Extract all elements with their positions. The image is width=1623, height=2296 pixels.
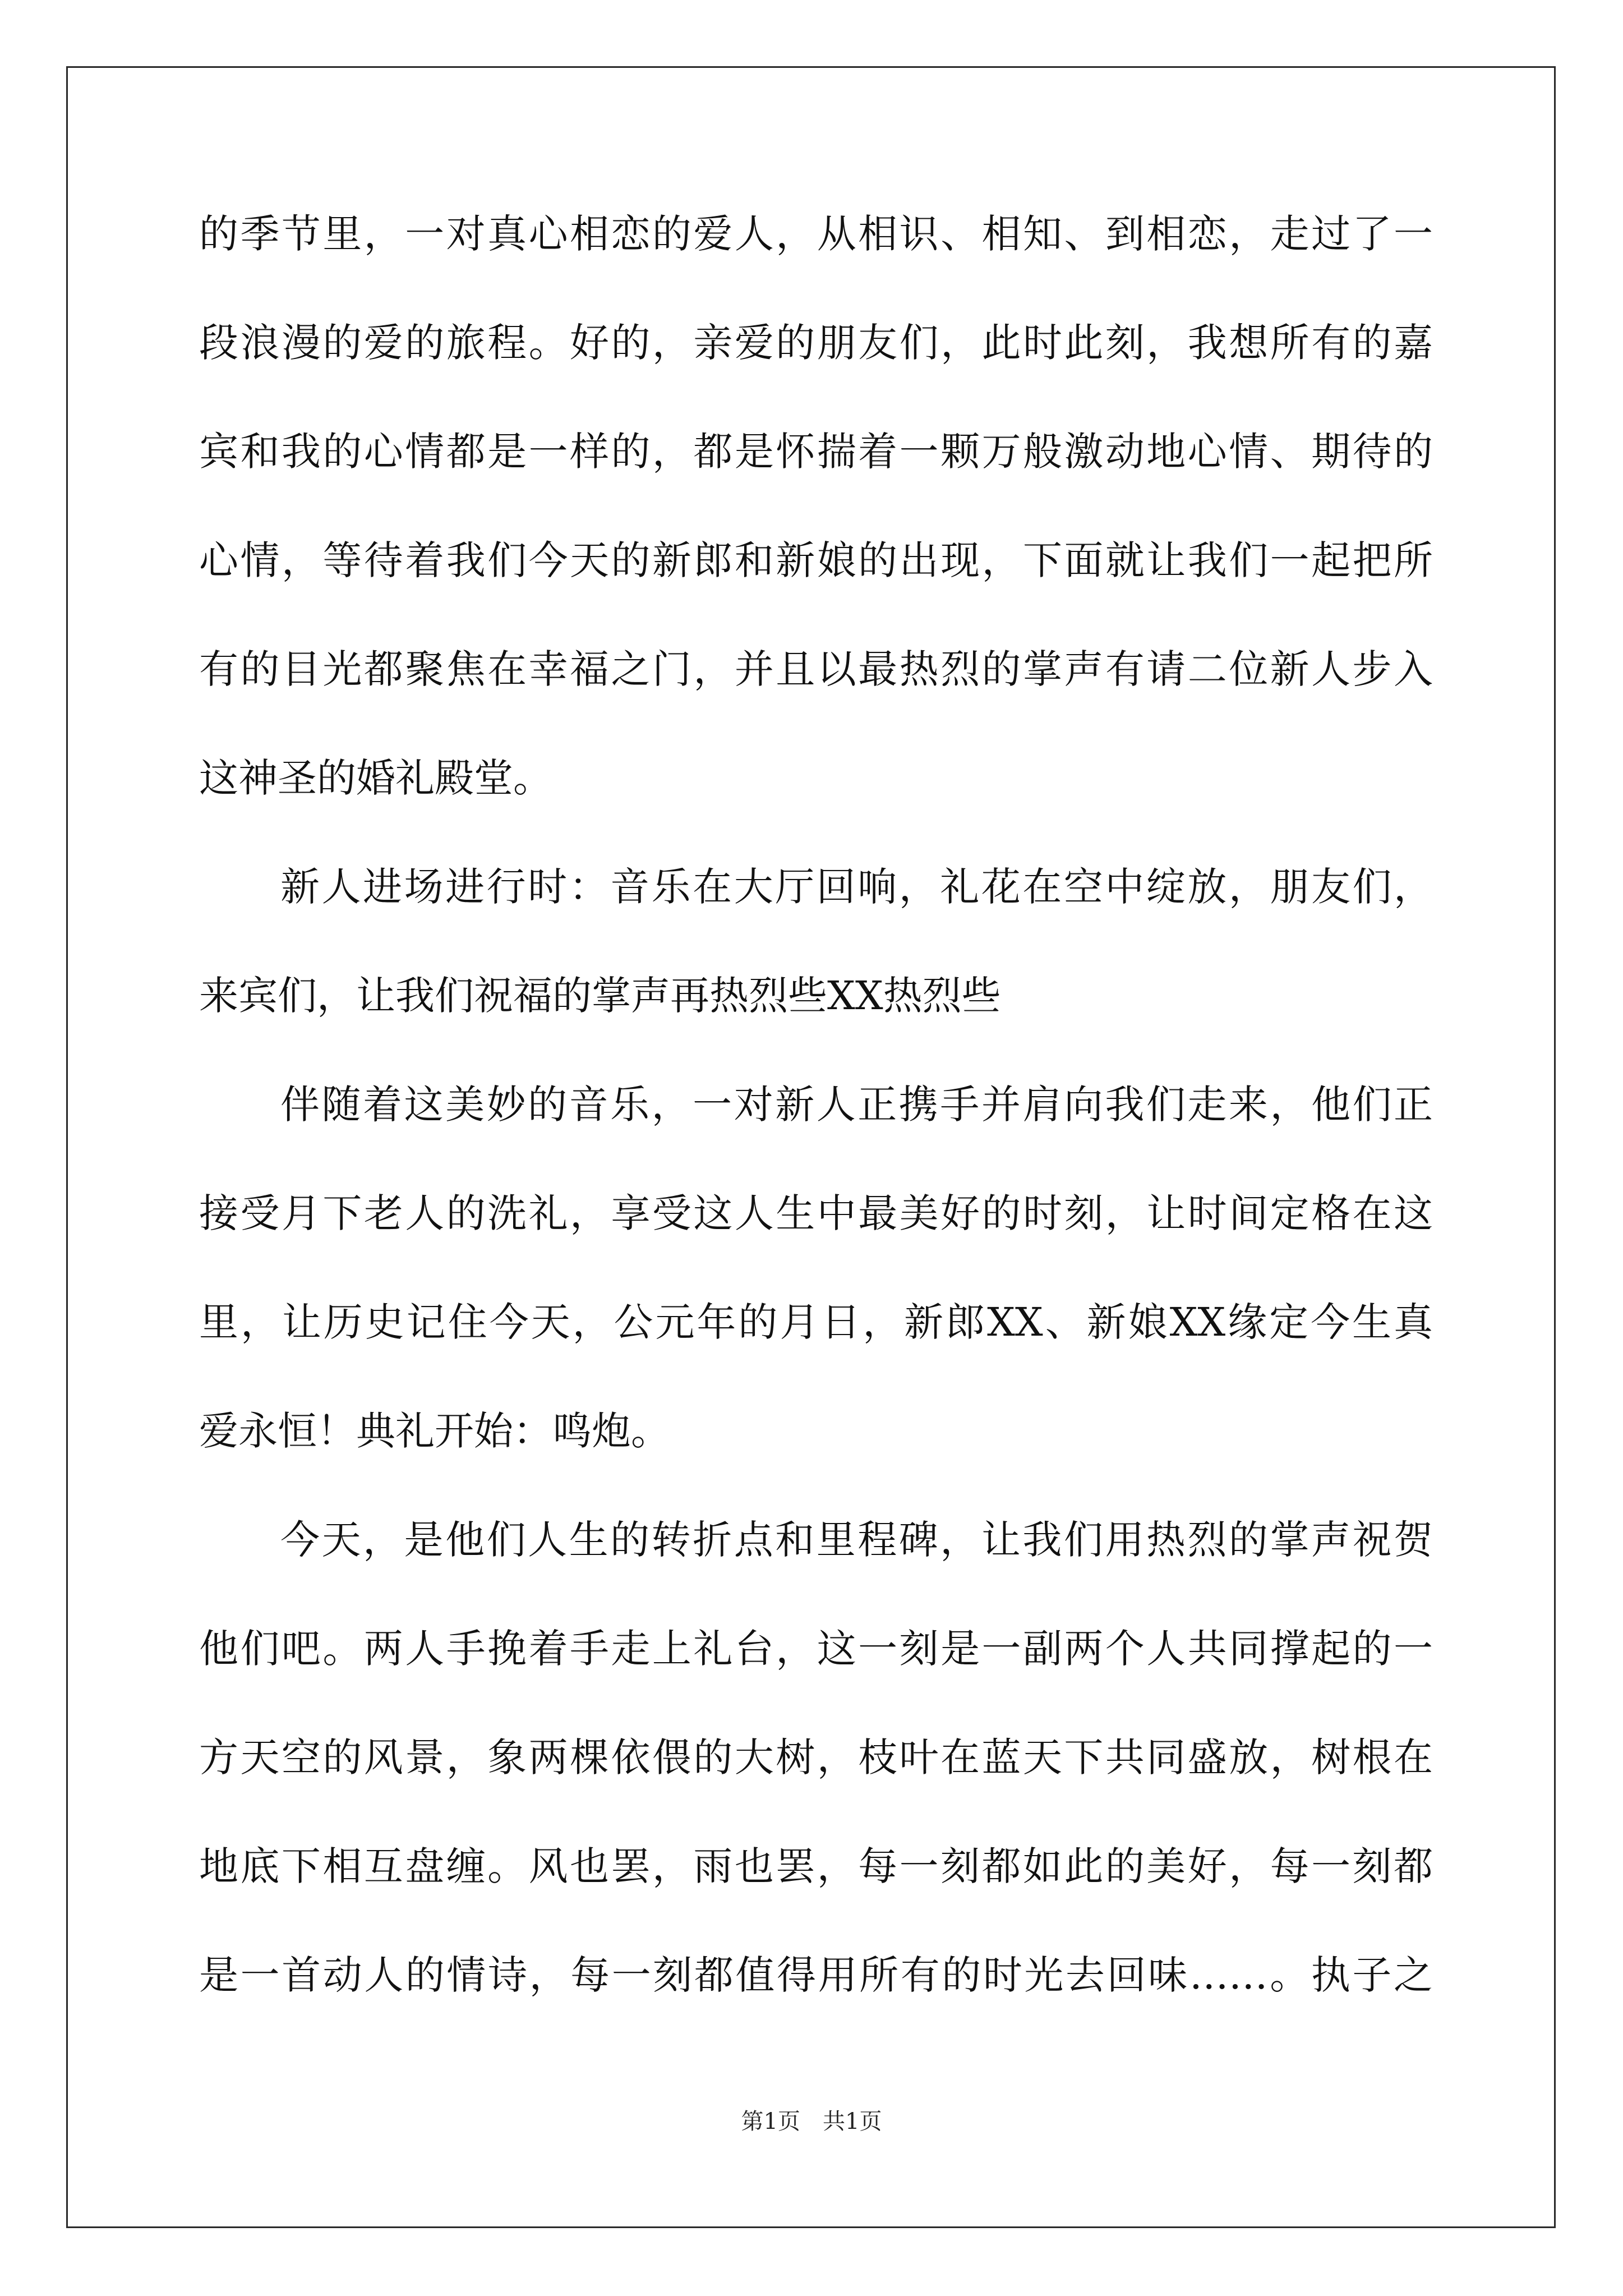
text-line: 里，让历史记住今天，公元年的月日，新郎XX、新娘XX缘定今生真 bbox=[199, 1299, 1433, 1345]
text-line: 心情，等待着我们今天的新郎和新娘的出现，下面就让我们一起把所 bbox=[199, 537, 1433, 583]
text-line: 这神圣的婚礼殿堂。 bbox=[199, 755, 552, 801]
document-body bbox=[199, 203, 1433, 2053]
paragraph-first-line: 伴随着这美妙的音乐，一对新人正携手并肩向我们走来，他们正 bbox=[280, 1082, 1433, 1128]
page-footer bbox=[0, 2105, 1623, 2138]
text-line: 方天空的风景，象两棵依偎的大树，枝叶在蓝天下共同盛放，树根在 bbox=[199, 1734, 1433, 1780]
page-number-current: 第1页 bbox=[741, 2109, 800, 2134]
text-line: 段浪漫的爱的旅程。好的，亲爱的朋友们，此时此刻，我想所有的嘉 bbox=[199, 320, 1433, 366]
text-line: 来宾们，让我们祝福的掌声再热烈些XX热烈些 bbox=[199, 973, 1001, 1019]
text-line: 接受月下老人的洗礼，享受这人生中最美好的时刻，让时间定格在这 bbox=[199, 1190, 1433, 1236]
text-line: 的季节里，一对真心相恋的爱人，从相识、相知、到相恋，走过了一 bbox=[199, 211, 1433, 257]
text-line: 是一首动人的情诗，每一刻都值得用所有的时光去回味……。执子之 bbox=[199, 1952, 1433, 1998]
text-line: 地底下相互盘缠。风也罢，雨也罢，每一刻都如此的美好，每一刻都 bbox=[199, 1843, 1433, 1889]
page-number-total: 共1页 bbox=[823, 2109, 882, 2134]
paragraph-first-line: 新人进场进行时：音乐在大厅回响，礼花在空中绽放，朋友们， bbox=[280, 864, 1433, 910]
text-line: 有的目光都聚焦在幸福之门，并且以最热烈的掌声有请二位新人步入 bbox=[199, 646, 1433, 692]
text-line: 他们吧。两人手挽着手走上礼台，这一刻是一副两个人共同撑起的一 bbox=[199, 1626, 1433, 1672]
text-line: 宾和我的心情都是一样的，都是怀揣着一颗万般激动地心情、期待的 bbox=[199, 429, 1433, 475]
paragraph-first-line: 今天，是他们人生的转折点和里程碑，让我们用热烈的掌声祝贺 bbox=[280, 1517, 1433, 1563]
text-line: 爱永恒！典礼开始：鸣炮。 bbox=[199, 1408, 670, 1454]
